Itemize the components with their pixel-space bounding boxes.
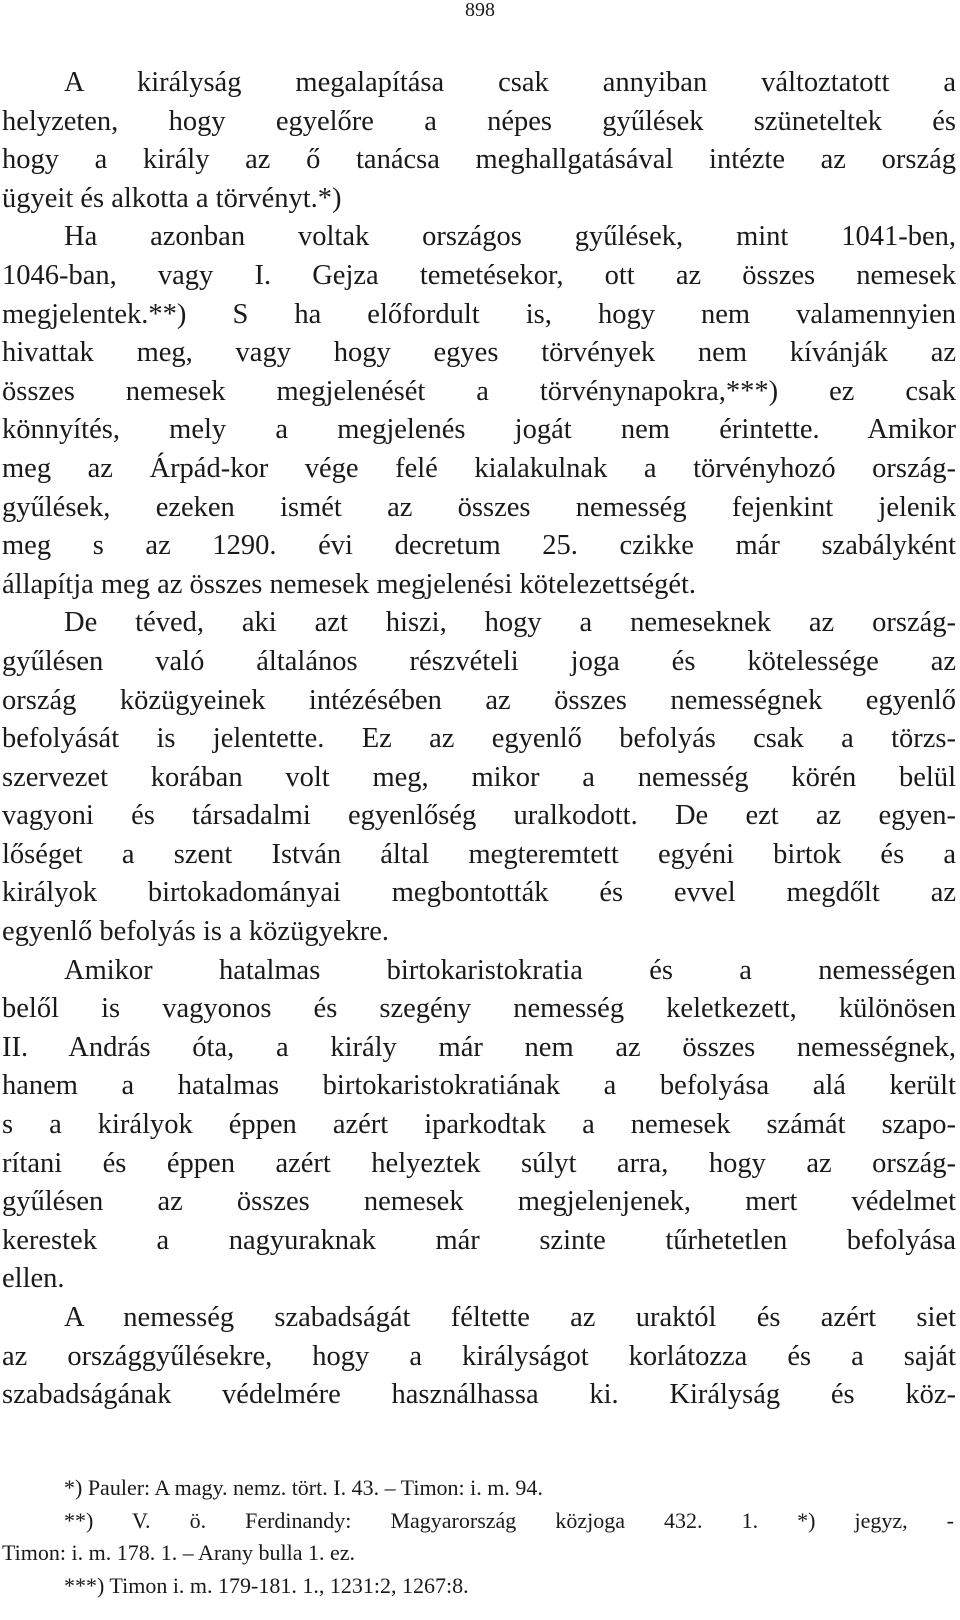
text-line: egyenlő befolyás is a közügyekre. [2, 916, 389, 948]
text-line: Amikor hatalmas birtokaristokratia és a nemességen [64, 954, 956, 986]
footnote-line: *) Pauler: A magy. nemz. tört. I. 43. – Timon: i. m. 94. [64, 1475, 543, 1500]
footnote-line: ***) Timon i. m. 179-181. 1., 1231:2, 1267:8. [64, 1572, 469, 1598]
text-line: 1046-ban, vagy I. Gejza temetésekor, ott az összes nemesek [2, 259, 956, 291]
text-line: kerestek a nagyuraknak már szinte tűrhetetlen befolyása [2, 1224, 956, 1256]
text-line: ügyeit és alkotta a törvényt.*) [2, 182, 342, 214]
text-line: meg az Árpád-kor vége felé kialakulnak a törvényhozó ország- [2, 452, 956, 484]
footnote-line: **) V. ö. Ferdinandy: Magyarország közjoga 432. 1. *) jegyz, - [64, 1507, 954, 1533]
text-line: hivattak meg, vagy hogy egyes törvények nem kívánják az [2, 337, 956, 369]
text-line: A nemesség szabadságát féltette az uraktól és azért siet [64, 1302, 956, 1333]
footnotes [2, 1472, 954, 1602]
footnote-line: Timon: i. m. 178. 1. – Arany bulla 1. ez. [2, 1540, 356, 1565]
text-line: ellen. [2, 1263, 65, 1295]
text-line: De téved, aki azt hiszi, hogy a nemeseknek az ország- [64, 607, 956, 639]
text-line: ország közügyeinek intézésében az összes nemességnek egyenlő [2, 684, 956, 716]
text-line: az országgyűlésekre, hogy a királyságot korlátozza és a saját [2, 1340, 956, 1372]
text-line: vagyoni és társadalmi egyenlőség uralkodott. De ezt az egyen- [2, 800, 956, 832]
text-line: állapítja meg az összes nemesek megjelenési kötelezettségét. [2, 568, 697, 600]
text-line: megjelentek.**) S ha előfordult is, hogy nem valamennyien [2, 298, 956, 330]
text-line: hanem a hatalmas birtokaristokratiának a befolyása alá került [2, 1070, 956, 1102]
text-line: gyűlésen való általános részvételi joga és kötelessége az [2, 645, 956, 677]
text-line: összes nemesek megjelenését a törvénynapokra,***) ez csak [2, 375, 956, 407]
text-line: meg s az 1290. évi decretum 25. czikke már szabályként [2, 530, 956, 562]
text-line: lőséget a szent István által megteremtett egyéni birtok és a [2, 838, 956, 870]
text-line: hogy a király az ő tanácsa meghallgatásával intézte az ország [2, 144, 956, 176]
text-line: királyok birtokadományai megbontották és evvel megdőlt az [2, 877, 956, 909]
body-text [2, 64, 956, 1415]
page-number: 898 [465, 0, 495, 21]
text-line: A királyság megalapítása csak annyiban változtatott a [64, 67, 956, 98]
text-line: helyzeten, hogy egyelőre a népes gyűlések szüneteltek és [2, 105, 956, 137]
text-line: belől is vagyonos és szegény nemesség keletkezett, különösen [2, 993, 956, 1025]
text-line: II. András óta, a király már nem az összes nemességnek, [2, 1031, 956, 1063]
text-line: Ha azonban voltak országos gyűlések, mint 1041-ben, [64, 221, 956, 253]
text-line: könnyítés, mely a megjelenés jogát nem érintette. Amikor [2, 414, 956, 446]
text-line: gyűlésen az összes nemesek megjelenjenek, mert védelmet [2, 1186, 956, 1218]
text-line: rítani és éppen azért helyeztek súlyt arra, hogy az ország- [2, 1147, 956, 1179]
text-line: s a királyok éppen azért iparkodtak a nemesek számát szapo- [2, 1109, 956, 1141]
text-line: szabadságának védelmére használhassa ki. Királyság és köz- [2, 1379, 956, 1411]
text-line: szervezet korában volt meg, mikor a nemesség körén belül [2, 761, 956, 793]
text-line: gyűlések, ezeken ismét az összes nemesség fejenkint jelenik [2, 491, 956, 523]
text-line: befolyását is jelentette. Ez az egyenlő befolyás csak a törzs- [2, 723, 956, 755]
